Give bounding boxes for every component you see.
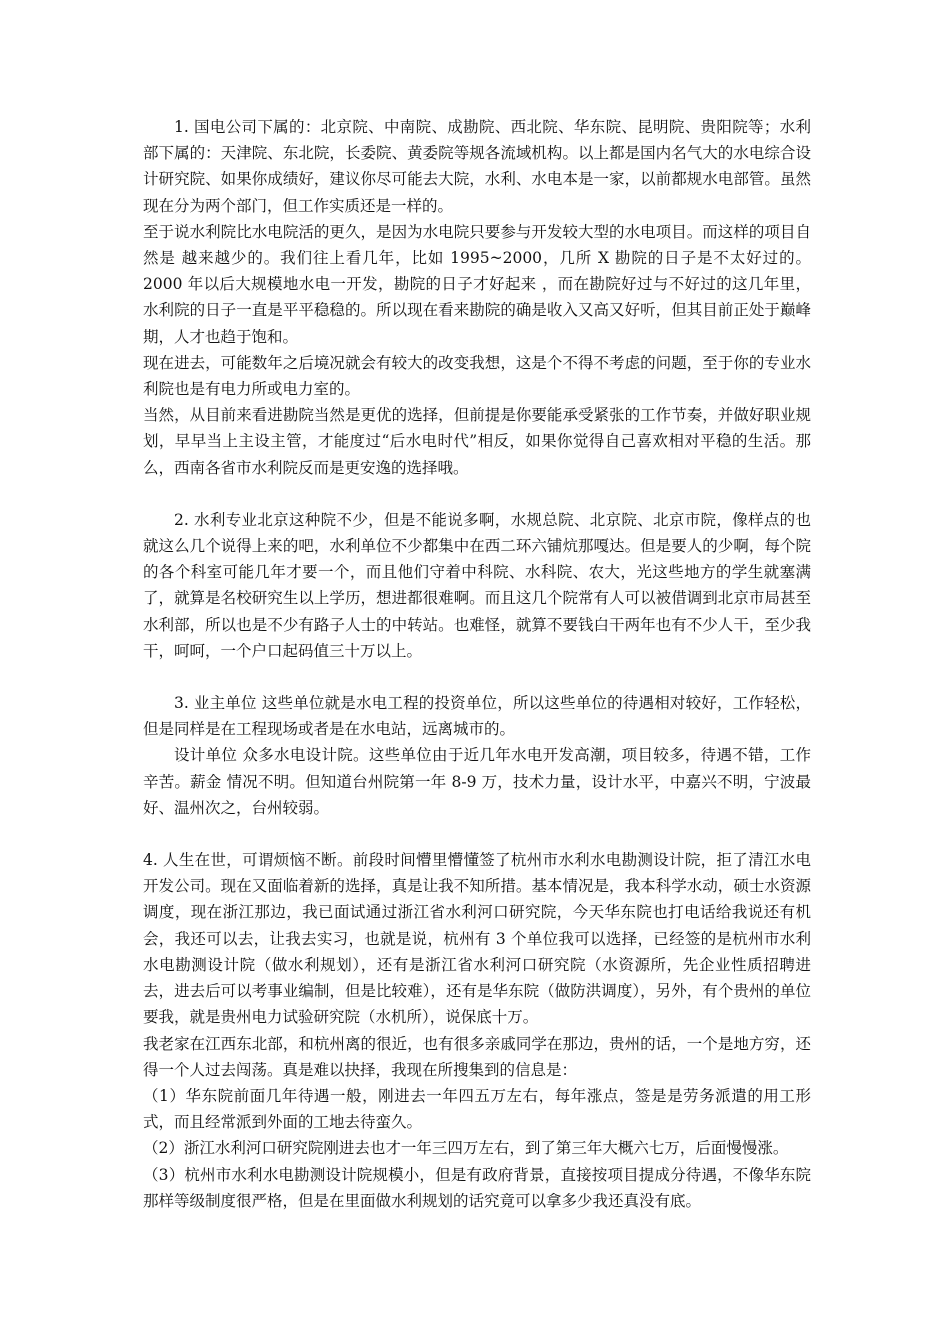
section-1-paragraph-4: 当然，从目前来看进勘院当然是更优的选择，但前提是你要能承受紧张的工作节奏，并做好职业规划，早早当上主设主管，才能度过“后水电时代”相反，如果你觉得自己喜欢相对平稳的生活。那么，西南各省市水利院反而是更安逸的选择哦。 [143, 406, 811, 477]
section-4-item-1: （1）华东院前面几年待遇一般，刚进去一年四五万左右，每年涨点，签是是劳务派遣的用工形式，而且经常派到外面的工地去待蛮久。 [143, 1086, 811, 1132]
section-3-paragraph-1: 3. 业主单位 这些单位就是水电工程的投资单位，所以这些单位的待遇相对较好，工作轻松，但是同样是在工程现场或者是在水电站，远离城市的。 [143, 694, 811, 739]
section-1-paragraph-2: 至于说水利院比水电院活的更久，是因为水电院只要参与开发较大型的水电项目。而这样的项目自然是 越来越少的。我们往上看几年，比如 1995~2000，几所 X 勘院的日子是不太好过的。2000 年以后大规模地水电一开发，勘院的日子才好起来 ，而在勘院好过与不好过的这几年里，水利院的日子一直是平平稳稳的。所以现在看来勘院的确是收入又高又好听，但其目前正处于巅峰期，人才也趋于饱和。 [143, 222, 811, 346]
section-spacer [143, 664, 811, 690]
section-4-paragraph-2: 我老家在江西东北部，和杭州离的很近，也有很多亲戚同学在那边，贵州的话，一个是地方穷，还得一个人过去闯荡。真是难以抉择，我现在所搜集到的信息是： [143, 1034, 811, 1079]
section-3-paragraph-2: 设计单位 众多水电设计院。这些单位由于近几年水电开发高潮，项目较多，待遇不错，工作辛苦。薪金 情况不明。但知道台州院第一年 8-9 万，技术力量，设计水平，中嘉兴不明，宁波最好、温州次之，台州较弱。 [143, 746, 811, 817]
section-4-paragraph-1: 4. 人生在世，可谓烦恼不断。前段时间懵里懵懂签了杭州市水利水电勘测设计院，拒了清江水电开发公司。现在又面临着新的选择，真是让我不知所措。基本情况是，我本科学水动，硕士水资源调度，现在浙江那边，我已面试通过浙江省水利河口研究院，今天华东院也打电话给我说还有机会，我还可以去，让我去实习，也就是说，杭州有 3 个单位我可以选择，已经签的是杭州市水利水电勘测设计院（做水利规划），还有是浙江省水利河口研究院（水资源所，先企业性质招聘进去，进去后可以考事业编制，但是比较难），还有是华东院（做防洪调度），另外，有个贵州的单位要我，就是贵州电力试验研究院（水机所），说保底十万。 [143, 851, 811, 1027]
document-body [143, 114, 811, 1214]
section-spacer [143, 821, 811, 847]
section-spacer [143, 481, 811, 507]
section-1-paragraph-1: 1. 国电公司下属的：北京院、中南院、成勘院、西北院、华东院、昆明院、贵阳院等；水利部下属的：天津院、东北院，长委院、黄委院等规各流域机构。以上都是国内名气大的水电综合设计研究院、如果你成绩好，建议你尽可能去大院，水利、水电本是一家，以前都规水电部管。虽然现在分为两个部门，但工作实质还是一样的。 [143, 118, 811, 215]
section-1-paragraph-3: 现在进去，可能数年之后境况就会有较大的改变我想，这是个不得不考虑的问题，至于你的专业水利院也是有电力所或电力室的。 [143, 353, 811, 399]
section-2-paragraph-1: 2. 水利专业北京这种院不少，但是不能说多啊，水规总院、北京院、北京市院，像样点的也就这么几个说得上来的吧，水利单位不少都集中在西二环六铺炕那嘎达。但是要人的少啊，每个院的各个科室可能几年才要一个，而且他们守着中科院、水科院、农大，光这些地方的学生就塞满了，就算是名校研究生以上学历，想进都很难啊。而且这几个院常有人可以被借调到北京市局甚至水利部，所以也是不少有路子人士的中转站。也难怪，就算不要钱白干两年也有不少人干，至少我干，呵呵，一个户口起码值三十万以上。 [143, 510, 811, 660]
section-4-item-2: （2）浙江水利河口研究院刚进去也才一年三四万左右，到了第三年大概六七万，后面慢慢涨。 [143, 1139, 789, 1158]
section-4-item-3: （3）杭州市水利水电勘测设计院规模小，但是有政府背景，直接按项目提成分待遇，不像华东院那样等级制度很严格，但是在里面做水利规划的话究竟可以拿多少我还真没有底。 [143, 1165, 811, 1210]
